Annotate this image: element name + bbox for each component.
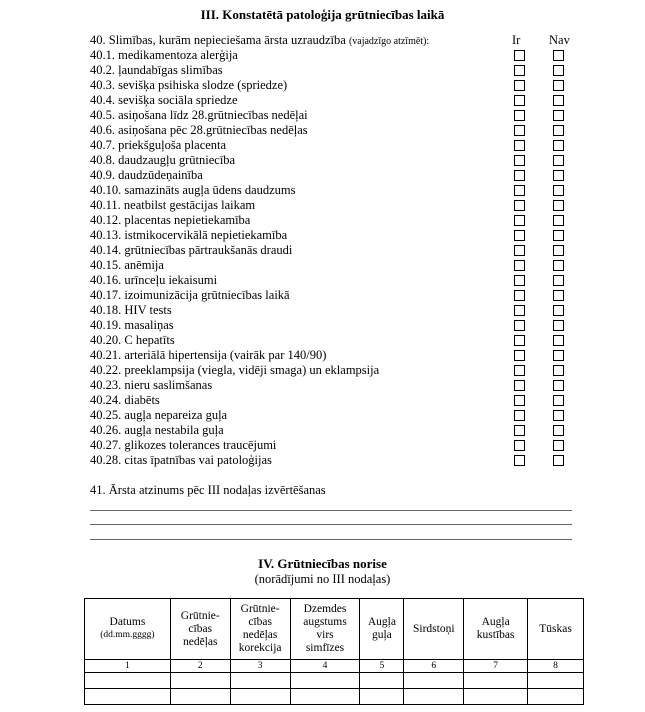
- pathology-item-label: 40.1. medikamentoza alerģija: [90, 48, 238, 62]
- checkbox-nav[interactable]: [553, 170, 564, 181]
- pathology-item-label: 40.5. asiņošana līdz 28.grūtniecības nedēļai: [90, 108, 308, 122]
- column-header-label: Tūskas: [539, 622, 572, 635]
- column-header: [170, 599, 230, 660]
- column-number: 1: [85, 660, 171, 673]
- answer-line[interactable]: [90, 510, 572, 511]
- pathology-item-label: 40.11. neatbilst gestācijas laikam: [90, 198, 256, 212]
- checkbox-nav[interactable]: [553, 365, 564, 376]
- column-number: 4: [290, 660, 360, 673]
- checkbox-nav[interactable]: [553, 245, 564, 256]
- checkbox-ir[interactable]: [514, 440, 525, 451]
- pathology-item-label: 40.6. asiņošana pēc 28.grūtniecības nedēļas: [90, 123, 308, 137]
- checkbox-nav[interactable]: [553, 65, 564, 76]
- checkbox-ir[interactable]: [514, 380, 525, 391]
- pathology-item-label: 40.2. ļaundabīgas slimības: [90, 63, 223, 77]
- checkbox-nav[interactable]: [553, 215, 564, 226]
- checkbox-ir[interactable]: [514, 395, 525, 406]
- column-header-yes: Ir: [512, 33, 521, 47]
- question-41: 41. Ārsta atzinums pēc III nodaļas izvērtēšanas: [90, 483, 326, 497]
- table-cell[interactable]: [528, 689, 584, 705]
- pathology-item-label: 40.14. grūtniecības pārtraukšanās draudi: [90, 243, 293, 257]
- checkbox-nav[interactable]: [553, 425, 564, 436]
- checkbox-nav[interactable]: [553, 260, 564, 271]
- pathology-item-label: 40.7. priekšguļoša placenta: [90, 138, 227, 152]
- pathology-item-label: 40.13. istmikocervikālā nepietiekamība: [90, 228, 288, 242]
- table-cell[interactable]: [85, 689, 171, 705]
- column-header-label: Grūtnie- cības nedēļas: [180, 609, 220, 648]
- column-number: 8: [528, 660, 584, 673]
- checkbox-nav[interactable]: [553, 305, 564, 316]
- column-number: 2: [170, 660, 230, 673]
- table-cell[interactable]: [404, 673, 464, 689]
- pathology-item-label: 40.28. citas īpatnības vai patoloģijas: [90, 453, 272, 467]
- checkbox-ir[interactable]: [514, 125, 525, 136]
- checkbox-nav[interactable]: [553, 230, 564, 241]
- checkbox-ir[interactable]: [514, 260, 525, 271]
- pregnancy-progress-table: [84, 598, 584, 705]
- pathology-item-label: 40.20. C hepatīts: [90, 333, 175, 347]
- table-cell[interactable]: [230, 673, 290, 689]
- table-header-row: [85, 599, 584, 660]
- checkbox-nav[interactable]: [553, 50, 564, 61]
- checkbox-nav[interactable]: [553, 275, 564, 286]
- pathology-item-label: 40.16. urīnceļu iekaisumi: [90, 273, 218, 287]
- column-number: 3: [230, 660, 290, 673]
- pathology-item-label: 40.4. sevišķa sociāla spriedze: [90, 93, 238, 107]
- column-header-label: Datums: [109, 616, 146, 628]
- table-cell[interactable]: [290, 673, 360, 689]
- checkbox-nav[interactable]: [553, 320, 564, 331]
- checkbox-ir[interactable]: [514, 425, 525, 436]
- column-header-format: (dd.mm.gggg): [100, 630, 155, 640]
- column-header: [528, 599, 584, 660]
- table-column-number-row: [85, 660, 584, 673]
- column-header-label: Dzemdes augstums virs simfīzes: [303, 603, 347, 654]
- answer-line[interactable]: [90, 524, 572, 525]
- column-number: 7: [464, 660, 528, 673]
- checkbox-ir[interactable]: [514, 170, 525, 181]
- section-3-title: III. Konstatētā patoloģija grūtniecības laikā: [200, 7, 445, 22]
- checkbox-ir[interactable]: [514, 305, 525, 316]
- checkbox-nav[interactable]: [553, 455, 564, 466]
- pathology-item-label: 40.17. izoimunizācija grūtniecības laikā: [90, 288, 290, 302]
- checkbox-ir[interactable]: [514, 275, 525, 286]
- table-cell[interactable]: [290, 689, 360, 705]
- column-number: 5: [360, 660, 404, 673]
- checkbox-ir[interactable]: [514, 290, 525, 301]
- checkbox-ir[interactable]: [514, 95, 525, 106]
- question-40-note: (vajadzīgo atzīmēt):: [348, 36, 430, 47]
- checkbox-nav[interactable]: [553, 110, 564, 121]
- column-header: [85, 599, 171, 660]
- checkbox-ir[interactable]: [514, 110, 525, 121]
- table-cell[interactable]: [528, 673, 584, 689]
- section-4-subtitle: (norādījumi no III nodaļas): [254, 572, 391, 586]
- checkbox-ir[interactable]: [514, 155, 525, 166]
- checkbox-ir[interactable]: [514, 50, 525, 61]
- column-header-label: Augļa kustības: [476, 616, 515, 641]
- pathology-item-label: 40.18. HIV tests: [90, 303, 172, 317]
- table-cell[interactable]: [170, 673, 230, 689]
- table-cell[interactable]: [464, 689, 528, 705]
- table-cell[interactable]: [404, 689, 464, 705]
- pathology-item-label: 40.9. daudzūdeņainība: [90, 168, 203, 182]
- pathology-item-label: 40.26. augļa nestabila guļa: [90, 423, 224, 437]
- column-header: [360, 599, 404, 660]
- answer-line[interactable]: [90, 539, 572, 540]
- checkbox-ir[interactable]: [514, 200, 525, 211]
- checkbox-ir[interactable]: [514, 455, 525, 466]
- pathology-item-label: 40.19. masaliņas: [90, 318, 174, 332]
- checkbox-nav[interactable]: [553, 335, 564, 346]
- checkbox-nav[interactable]: [553, 140, 564, 151]
- checkbox-nav[interactable]: [553, 95, 564, 106]
- pathology-item-label: 40.10. samazināts augļa ūdens daudzums: [90, 183, 296, 197]
- table-cell[interactable]: [464, 673, 528, 689]
- table-cell[interactable]: [170, 689, 230, 705]
- table-row: [85, 689, 584, 705]
- checkbox-nav[interactable]: [553, 395, 564, 406]
- checkbox-ir[interactable]: [514, 365, 525, 376]
- pathology-item-label: 40.25. augļa nepareiza guļa: [90, 408, 228, 422]
- table-cell[interactable]: [360, 673, 404, 689]
- checkbox-nav[interactable]: [553, 185, 564, 196]
- pathology-item-label: 40.21. arteriālā hipertensija (vairāk par 140/90): [90, 348, 327, 362]
- column-header: [230, 599, 290, 660]
- column-header-label: Grūtnie- cības nedēļas korekcija: [238, 603, 282, 654]
- table-cell[interactable]: [230, 689, 290, 705]
- column-header: [290, 599, 360, 660]
- table-row: [85, 673, 584, 689]
- checkbox-nav[interactable]: [553, 440, 564, 451]
- column-header-no: Nav: [549, 33, 570, 47]
- checkbox-nav[interactable]: [553, 410, 564, 421]
- column-header-label: Sirdstoņi: [413, 622, 455, 635]
- question-40-text: 40. Slimības, kurām nepieciešama ārsta uzraudzība: [90, 33, 346, 47]
- checkbox-ir[interactable]: [514, 65, 525, 76]
- pathology-item-label: 40.3. sevišķa psihiska slodze (spriedze): [90, 78, 288, 92]
- column-header: [404, 599, 464, 660]
- column-header: [464, 599, 528, 660]
- checkbox-ir[interactable]: [514, 350, 525, 361]
- pathology-item-label: 40.23. nieru saslimšanas: [90, 378, 213, 392]
- pathology-item-label: 40.24. diabēts: [90, 393, 160, 407]
- section-4-title: IV. Grūtniecības norise: [258, 556, 387, 571]
- pathology-item-label: 40.27. glikozes tolerances traucējumi: [90, 438, 277, 452]
- checkbox-ir[interactable]: [514, 410, 525, 421]
- checkbox-ir[interactable]: [514, 215, 525, 226]
- checkbox-nav[interactable]: [553, 125, 564, 136]
- checkbox-ir[interactable]: [514, 320, 525, 331]
- checkbox-ir[interactable]: [514, 185, 525, 196]
- checkbox-nav[interactable]: [553, 350, 564, 361]
- table-cell[interactable]: [360, 689, 404, 705]
- table-cell[interactable]: [85, 673, 171, 689]
- pathology-item-label: 40.22. preeklampsija (viegla, vidēji smaga) un eklampsija: [90, 363, 380, 377]
- checkbox-nav[interactable]: [553, 155, 564, 166]
- checkbox-ir[interactable]: [514, 335, 525, 346]
- pathology-item-label: 40.12. placentas nepietiekamība: [90, 213, 251, 227]
- checkbox-ir[interactable]: [514, 140, 525, 151]
- column-header-label: Augļa guļa: [367, 616, 396, 641]
- checkbox-ir[interactable]: [514, 230, 525, 241]
- pathology-item-label: 40.15. anēmija: [90, 258, 164, 272]
- question-40-intro: [90, 33, 429, 49]
- checkbox-nav[interactable]: [553, 200, 564, 211]
- checkbox-nav[interactable]: [553, 380, 564, 391]
- checkbox-ir[interactable]: [514, 80, 525, 91]
- checkbox-ir[interactable]: [514, 245, 525, 256]
- column-number: 6: [404, 660, 464, 673]
- checkbox-nav[interactable]: [553, 290, 564, 301]
- checkbox-nav[interactable]: [553, 80, 564, 91]
- pathology-item-label: 40.8. daudzaugļu grūtniecība: [90, 153, 236, 167]
